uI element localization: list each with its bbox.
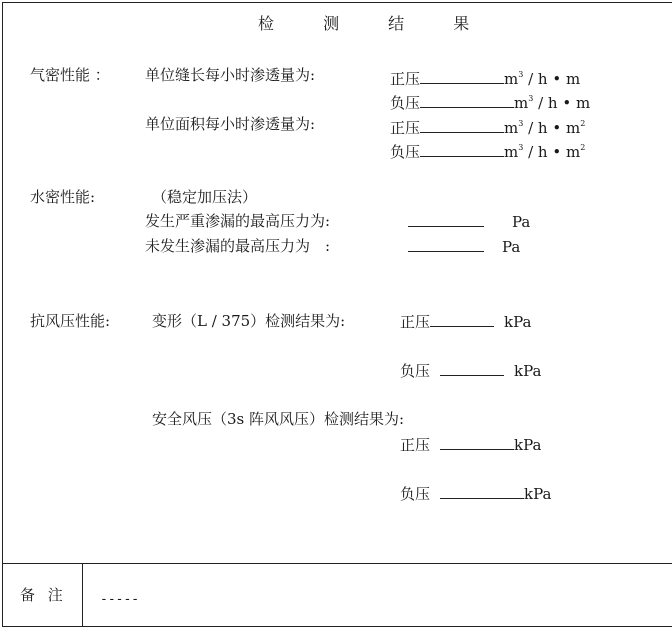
unit-rest: / h • m (523, 119, 581, 137)
remarks-column-divider (82, 563, 83, 627)
deformation-negative-row (400, 361, 541, 380)
per-length-label: 单位缝长每小时渗透量为: (145, 66, 316, 84)
unit-sup: 3 (518, 143, 524, 152)
safety-negative-blank[interactable] (440, 484, 524, 499)
unit-m: m (514, 94, 529, 112)
kpa-unit: kPa (524, 485, 552, 503)
pa-unit: Pa (502, 238, 521, 256)
no-leak-label: 未发生渗漏的最高压力为 : (145, 237, 331, 255)
negative-label: 负压 (390, 143, 421, 161)
positive-label: 正压 (400, 436, 431, 454)
safety-positive-row (400, 435, 541, 454)
positive-label: 正压 (390, 70, 421, 88)
unit-rest: / h • m (533, 94, 591, 112)
unit-rest: / h • m (523, 143, 581, 161)
unit-sup: 2 (580, 119, 586, 128)
pa-unit: Pa (512, 213, 531, 231)
deformation-label: 变形（L / 375）检测结果为: (152, 312, 346, 330)
area-positive-blank[interactable] (420, 118, 504, 133)
unit-rest: / h • m (523, 70, 581, 88)
length-negative-blank[interactable] (420, 93, 514, 108)
watertight-label: 水密性能: (30, 188, 96, 206)
unit-sup: 2 (580, 143, 586, 152)
length-positive-blank[interactable] (420, 69, 504, 84)
deformation-negative-blank[interactable] (440, 361, 504, 376)
severe-leak-label: 发生严重渗漏的最高压力为: (145, 212, 331, 230)
unit-m: m (504, 70, 519, 88)
safety-positive-blank[interactable] (440, 435, 514, 450)
airtight-label: 气密性能 ： (30, 66, 110, 84)
unit-m: m (504, 143, 519, 161)
airtight-length-positive-row (390, 66, 580, 88)
negative-label: 负压 (400, 485, 431, 503)
kpa-unit: kPa (514, 436, 542, 454)
severe-leak-row (408, 212, 530, 231)
safety-negative-row (400, 484, 551, 503)
negative-label: 负压 (390, 94, 421, 112)
per-area-label: 单位面积每小时渗透量为: (145, 115, 316, 133)
airtight-area-positive-row (390, 115, 585, 137)
severe-leak-blank[interactable] (408, 212, 484, 227)
remarks-divider (2, 563, 672, 564)
page-title: 检 测 结 果 (258, 14, 492, 33)
unit-sup: 3 (528, 94, 534, 103)
watertight-method: （稳定加压法） (152, 188, 258, 206)
area-negative-blank[interactable] (420, 142, 504, 157)
unit-sup: 3 (518, 119, 524, 128)
kpa-unit: kPa (504, 313, 532, 331)
remarks-value[interactable]: ----- (100, 592, 140, 607)
no-leak-blank[interactable] (408, 237, 484, 252)
airtight-area-negative-row (390, 139, 585, 161)
safety-label: 安全风压（3s 阵风风压）检测结果为: (152, 410, 405, 428)
airtight-length-negative-row (390, 90, 590, 112)
unit-m: m (504, 119, 519, 137)
positive-label: 正压 (390, 119, 421, 137)
positive-label: 正压 (400, 313, 431, 331)
remarks-label: 备 注 (20, 586, 67, 604)
negative-label: 负压 (400, 362, 431, 380)
kpa-unit: kPa (514, 362, 542, 380)
deformation-positive-row (400, 312, 531, 331)
no-leak-row (408, 237, 520, 256)
unit-sup: 3 (518, 70, 524, 79)
deformation-positive-blank[interactable] (430, 312, 494, 327)
wind-label: 抗风压性能: (30, 312, 111, 330)
